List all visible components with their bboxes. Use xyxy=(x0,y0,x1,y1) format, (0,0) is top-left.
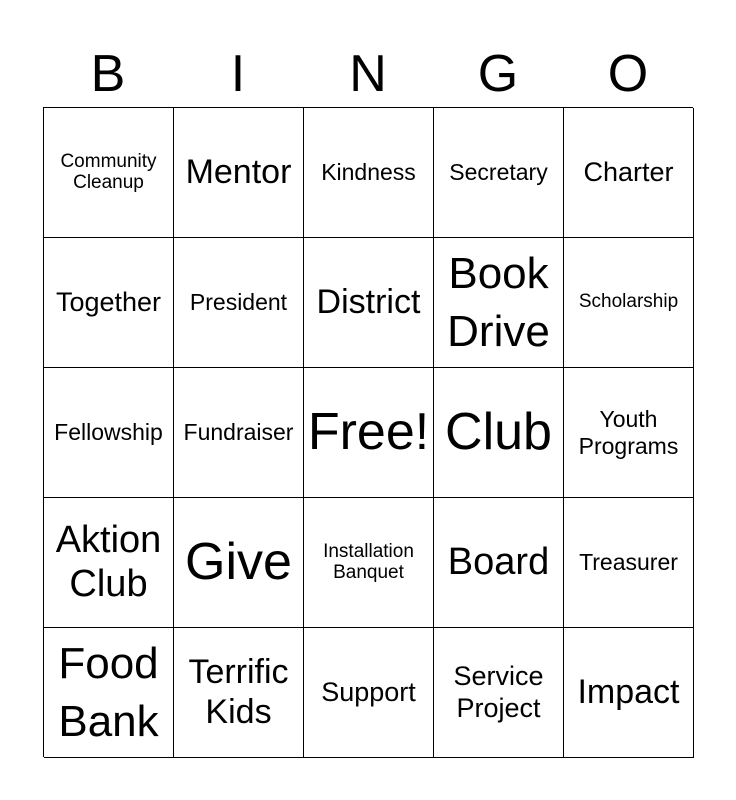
cell-text: Fundraiser xyxy=(183,419,294,446)
cell-text: Fellowship xyxy=(54,419,163,446)
free-space-cell[interactable] xyxy=(304,368,434,498)
bingo-grid xyxy=(43,107,693,757)
cell-text: Board xyxy=(447,540,550,583)
bingo-cell[interactable] xyxy=(564,628,694,758)
bingo-cell[interactable] xyxy=(44,238,174,368)
bingo-cell[interactable] xyxy=(564,238,694,368)
bingo-cell[interactable] xyxy=(564,368,694,498)
header-letter-b: B xyxy=(90,45,126,103)
cell-text: Youth Programs xyxy=(578,406,679,459)
bingo-cell[interactable] xyxy=(304,108,434,238)
cell-text: Club xyxy=(445,402,552,461)
bingo-cell[interactable] xyxy=(174,238,304,368)
bingo-cell[interactable] xyxy=(304,238,434,368)
cell-text: District xyxy=(316,282,421,321)
cell-text: Support xyxy=(321,676,416,707)
bingo-cell[interactable] xyxy=(304,498,434,628)
cell-text: Aktion Club xyxy=(55,518,162,605)
bingo-header xyxy=(43,40,693,108)
cell-text: Give xyxy=(185,532,292,591)
cell-text: Service Project xyxy=(453,661,544,723)
bingo-cell[interactable] xyxy=(434,628,564,758)
bingo-cell[interactable] xyxy=(44,368,174,498)
cell-text: Installation Banquet xyxy=(323,540,414,583)
bingo-cell[interactable] xyxy=(174,498,304,628)
cell-text: Charter xyxy=(583,156,674,187)
free-space-text: Free! xyxy=(307,402,430,461)
bingo-cell[interactable] xyxy=(304,628,434,758)
cell-text: President xyxy=(189,289,288,316)
bingo-cell[interactable] xyxy=(174,628,304,758)
cell-text: Community Cleanup xyxy=(60,150,157,193)
cell-text: Kindness xyxy=(321,159,416,186)
bingo-cell[interactable] xyxy=(174,108,304,238)
bingo-cell[interactable] xyxy=(564,498,694,628)
bingo-cell[interactable] xyxy=(174,368,304,498)
cell-text: Book Drive xyxy=(447,249,550,356)
bingo-cell[interactable] xyxy=(434,108,564,238)
header-letter-n: N xyxy=(349,45,387,103)
bingo-cell[interactable] xyxy=(434,238,564,368)
cell-text: Secretary xyxy=(449,159,548,186)
header-letter-o: O xyxy=(607,45,649,103)
cell-text: Treasurer xyxy=(579,549,678,576)
header-letter-g: G xyxy=(477,45,519,103)
bingo-cell[interactable] xyxy=(44,628,174,758)
bingo-cell[interactable] xyxy=(434,498,564,628)
header-letter-i: I xyxy=(230,45,246,103)
cell-text: Food Bank xyxy=(58,639,159,746)
bingo-cell[interactable] xyxy=(44,108,174,238)
cell-text: Mentor xyxy=(185,152,292,191)
cell-text: Together xyxy=(55,286,162,317)
bingo-cell[interactable] xyxy=(564,108,694,238)
cell-text: Terrific Kids xyxy=(188,653,289,731)
cell-text: Scholarship xyxy=(578,291,679,313)
bingo-cell[interactable] xyxy=(434,368,564,498)
cell-text: Impact xyxy=(577,672,680,711)
bingo-cell[interactable] xyxy=(44,498,174,628)
